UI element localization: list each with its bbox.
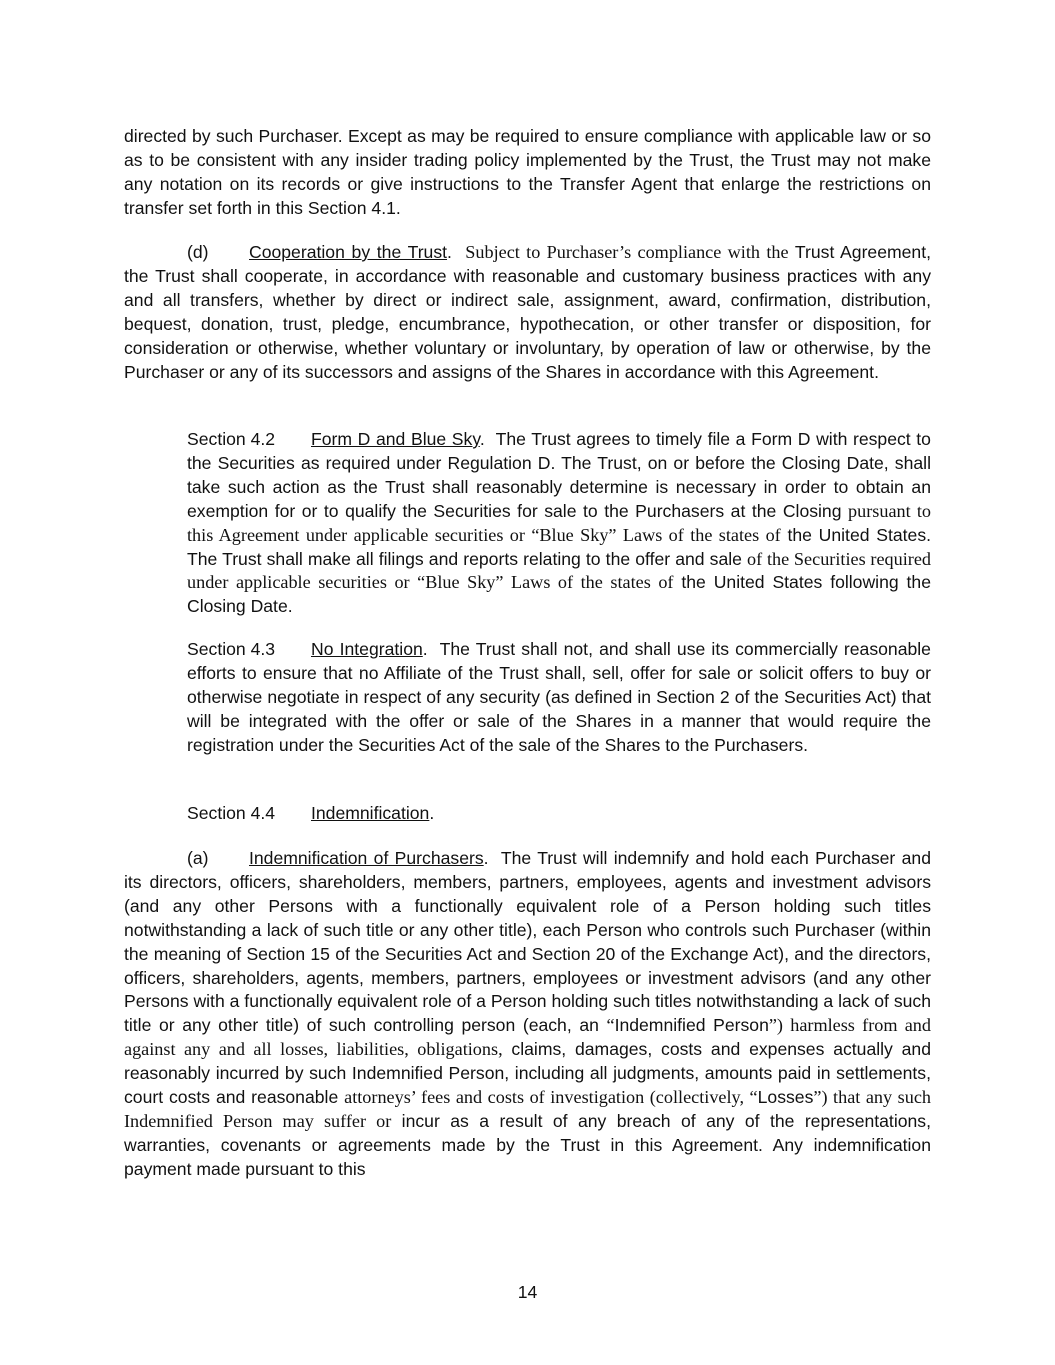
paragraph-a-text-c: incur as a result of any breach of any of the representations, warranties, covenants or agreements made by the Trust in this Agreement. Any indemnification payment made pursuant to this: [124, 1110, 931, 1179]
page-number: 14: [517, 1282, 538, 1302]
paragraph-d-heading: Cooperation by the Trust: [249, 242, 448, 262]
paragraph-d: [124, 241, 931, 384]
paragraph-a-defined-term-indemnified-person: Indemnified Person: [614, 1015, 769, 1036]
paragraph-a-heading-end: .: [483, 848, 489, 868]
section-4-3: [187, 638, 931, 758]
paragraph-d-body: Trust Agreement, the Trust shall cooperate, in accordance with reasonable and customary business practices with any and all transfers, whether by direct or indirect sale, assignment, award, confirmation, distribution, bequest, donation, trust, pledge, encumbrance, hypothecation, or other transfer or disposition, for consideration or otherwise, whether voluntary or involuntary, by operation of law or otherwise, by the Purchaser or any of its successors and assigns of the Shares in accordance with this Agreement.: [124, 242, 931, 382]
section-4-4-heading: Indemnification: [311, 803, 430, 823]
section-4-3-heading: No Integration: [311, 639, 423, 659]
section-4-4-heading-end: .: [429, 803, 435, 823]
section-4-2-number: Section 4.2: [187, 429, 276, 449]
paragraph-d-heading-end: .: [447, 242, 452, 262]
section-4-2: [187, 428, 931, 619]
paragraph-a-serif-a: ”) harmless from and against any and all losses, liabilities, obligations,: [124, 1015, 931, 1060]
paragraph-a-label: (a): [187, 848, 209, 868]
paragraph-a-serif-b: attorneys’ fees and costs of investigation (collectively, “: [344, 1087, 758, 1108]
continuation-paragraph: [124, 125, 931, 221]
section-4-2-serif-a: pursuant to this Agreement under applicable securities or “Blue Sky” Laws of the states of: [187, 500, 931, 545]
paragraph-a-text-a: The Trust will indemnify and hold each Purchaser and its directors, officers, shareholders, members, partners, employees, agents and investment advisors (and any other Persons with a functionally equivalent role of a Person holding such titles notwithstanding a lack of such title or any other title), each Person who controls such Purchaser (within the meaning of Section 15 of the Securities Act and Section 20 of the Exchange Act), and the directors, officers, shareholders, agents, members, partners, employees or investment advisors (and any other Persons with a functionally equivalent role of a Person holding such titles notwithstanding a lack of such title or any other title) of such controlling person (each, an: [124, 848, 931, 1036]
section-4-2-heading: Form D and Blue Sky: [311, 429, 480, 449]
paragraph-a-text-b: claims, damages, costs and expenses actually and reasonably incurred by such Indemnified Person, including all judgments, amounts paid in settlements, court costs and reasonable: [124, 1039, 932, 1108]
paragraph-a-heading: Indemnification of Purchasers: [249, 848, 484, 868]
section-4-3-number: Section 4.3: [187, 639, 276, 659]
section-4-2-text-b: the United States. The Trust shall make all filings and reports relating to the offer and sale: [187, 524, 931, 569]
section-4-3-text: The Trust shall not, and shall use its commercially reasonable efforts to ensure that no Affiliate of the Trust shall, sell, offer for sale or solicit offers to buy or otherwise negotiate in respect of any security (as defined in Section 2 of the Securities Act) that will be integrated with the offer or sale of the Shares in a manner that would require the registration under the Securities Act of the sale of the Shares to the Purchasers.: [187, 639, 931, 755]
continuation-text: directed by such Purchaser. Except as may be required to ensure compliance with applicable law or so as to be consistent with any insider trading policy implemented by the Trust, the Trust may not make any notation on its records or give instructions to the Transfer Agent that enlarge the restrictions on transfer set forth in this Section 4.1.: [124, 126, 931, 218]
section-4-2-heading-end: .: [479, 429, 485, 449]
section-4-4: [187, 802, 931, 826]
paragraph-a: [124, 847, 931, 1182]
paragraph-a-quote-open: “: [606, 1015, 615, 1036]
section-4-2-text-c: the United States following the Closing Date.: [187, 572, 931, 617]
paragraph-a-serif-c: ”) that any such Indemnified Person may suffer or: [124, 1087, 931, 1131]
section-4-4-number: Section 4.4: [187, 803, 276, 823]
section-4-3-heading-end: .: [422, 639, 428, 659]
paragraph-d-lead: Subject to Purchaser’s compliance with the: [465, 242, 789, 262]
section-4-2-serif-b: of the Securities required under applicable securities or “Blue Sky” Laws of the states of: [187, 548, 931, 593]
paragraph-d-label: (d): [187, 242, 209, 262]
section-4-2-text-a: The Trust agrees to timely file a Form D with respect to the Securities as required under Regulation D. The Trust, on or before the Closing Date, shall take such action as the Trust shall reasonably determine is necessary in order to obtain an exemption for or to qualify the Securities for sale to the Purchasers at the Closing: [187, 429, 931, 521]
paragraph-a-defined-term-losses: Losses: [757, 1087, 814, 1108]
